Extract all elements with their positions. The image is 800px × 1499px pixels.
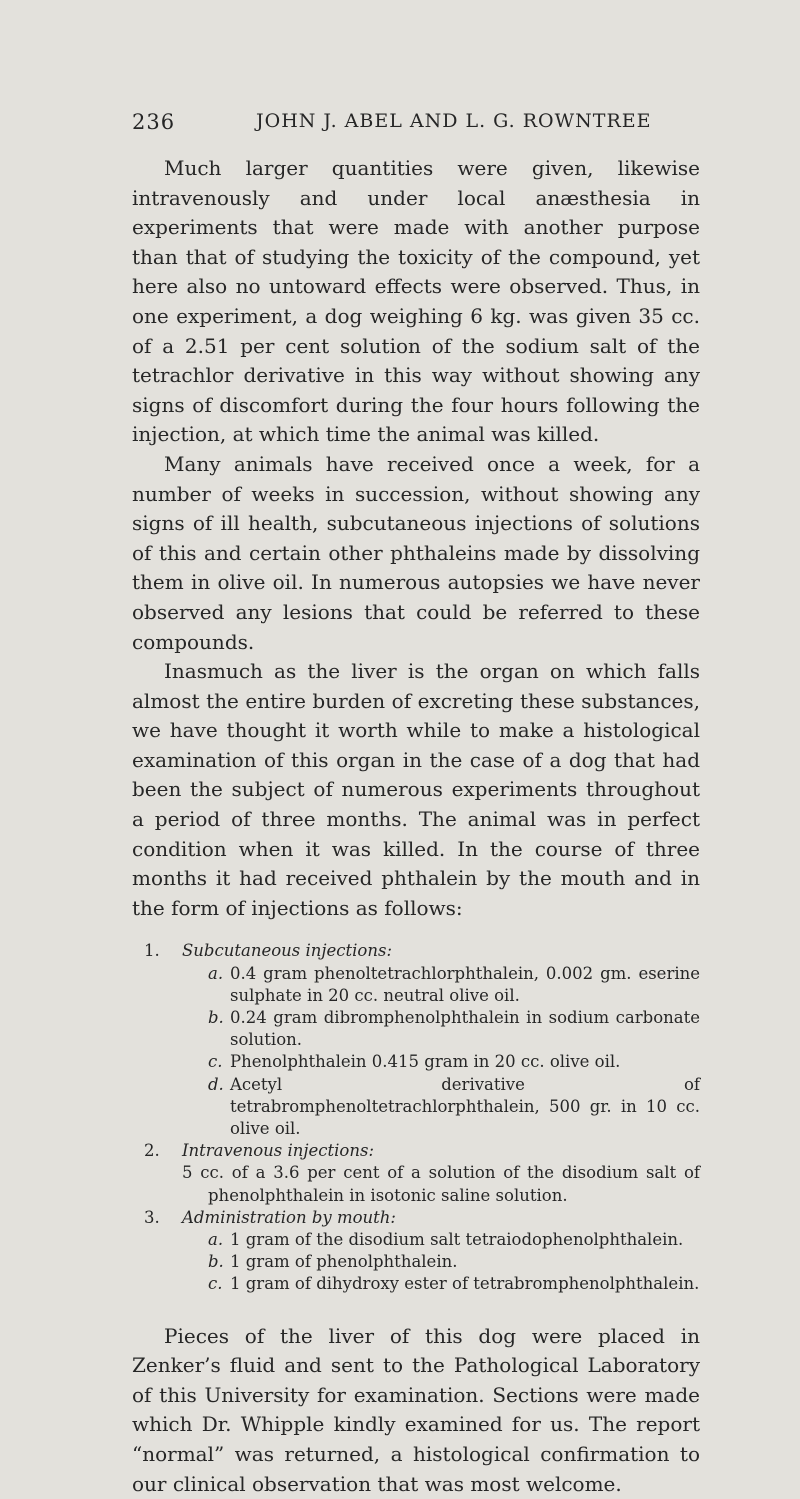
paragraph-3: Inasmuch as the liver is the organ on which falls almost the entire burden of excreting these substances, we have thought it worth while to make a histological examination of this organ in the case of a dog that had been the subject of numerous experiments throughout a period of three months. The animal was in perfect condition when it was killed. In the course of three months it had received phthalein by the mouth and in the form of injections as follows: (132, 659, 700, 920)
sub-letter: a. (208, 1230, 224, 1250)
injection-list (132, 940, 700, 1295)
sub-item (182, 1007, 700, 1051)
sub-text: 1 gram of the disodium salt tetraiodophenolphthalein. (230, 1230, 684, 1250)
sub-item (182, 1273, 700, 1295)
paragraph-2: Many animals have received once a week, for a number of weeks in succession, without showing any signs of ill health, subcutaneous injections of solutions of this and certain other phthaleins made by dissolving them in olive oil. In numerous autopsies we have never observed any lesions that could be referred to these compounds. (132, 451, 700, 654)
running-head: JOHN J. ABEL AND L. G. ROWNTREE (256, 110, 652, 132)
sub-text: 1 gram of dihydroxy ester of tetrabromphenolphthalein. (230, 1274, 700, 1294)
sub-item (182, 1229, 700, 1251)
list-number: 2. (144, 1141, 160, 1161)
sub-item (182, 1074, 700, 1141)
sub-letter: a. (208, 963, 224, 983)
list-item-subcutaneous (132, 940, 700, 1140)
sub-item (182, 1051, 700, 1073)
page-header (0, 110, 800, 136)
sub-letter: c. (208, 1052, 223, 1072)
closing-paragraph: Pieces of the liver of this dog were placed in Zenker’s fluid and sent to the Pathological Laboratory of this University for examination. Sections were made which Dr. Whipple kindly examined for us. The report “normal” was returned, a histological confirmation to our clinical observation that was most welcome. (132, 1323, 700, 1496)
list-heading: Intravenous injections: (182, 1141, 375, 1161)
list-item-intravenous (132, 1140, 700, 1207)
sub-letter: b. (208, 1252, 224, 1272)
sub-text: Phenolphthalein 0.415 gram in 20 cc. olive oil. (230, 1052, 621, 1072)
sub-letter: c. (208, 1274, 223, 1294)
sub-text: 0.4 gram phenoltetrachlorphthalein, 0.002 gm. eserine sulphate in 20 cc. neutral olive oil. (230, 963, 700, 1005)
sub-item (182, 963, 700, 1007)
sub-letter: b. (208, 1008, 224, 1028)
sub-letter: d. (208, 1074, 224, 1094)
list-number: 1. (144, 941, 160, 961)
sub-text: 1 gram of phenolphthalein. (230, 1252, 458, 1272)
paragraph-1: Much larger quantities were given, likewise intravenously and under local anæsthesia in experiments that were made with another purpose than that of studying the toxicity of the compound, yet here also no untoward effects were observed. Thus, in one experiment, a dog weighing 6 kg. was given 35 cc. of a 2.51 per cent solution of the sodium salt of the tetrachlor derivative in this way without showing any signs of discomfort during the four hours following the injection, at which time the animal was killed. (132, 156, 700, 447)
list-number: 3. (144, 1207, 160, 1227)
sub-text: 0.24 gram dibromphenolphthalein in sodium carbonate solution. (230, 1008, 700, 1050)
sub-text: Acetyl derivative of tetrabromphenoltetrachlorphthalein, 500 gr. in 10 cc. olive oil. (230, 1074, 700, 1139)
page-body (132, 154, 700, 1499)
list-item-by-mouth (132, 1207, 700, 1296)
list-heading: Subcutaneous injections: (182, 941, 393, 961)
sub-item (182, 1251, 700, 1273)
list-text: 5 cc. of a 3.6 per cent of a solution of the disodium salt of phenolphthalein in isotonic saline solution. (182, 1163, 700, 1205)
page-number: 236 (132, 110, 176, 134)
list-heading: Administration by mouth: (182, 1207, 396, 1227)
